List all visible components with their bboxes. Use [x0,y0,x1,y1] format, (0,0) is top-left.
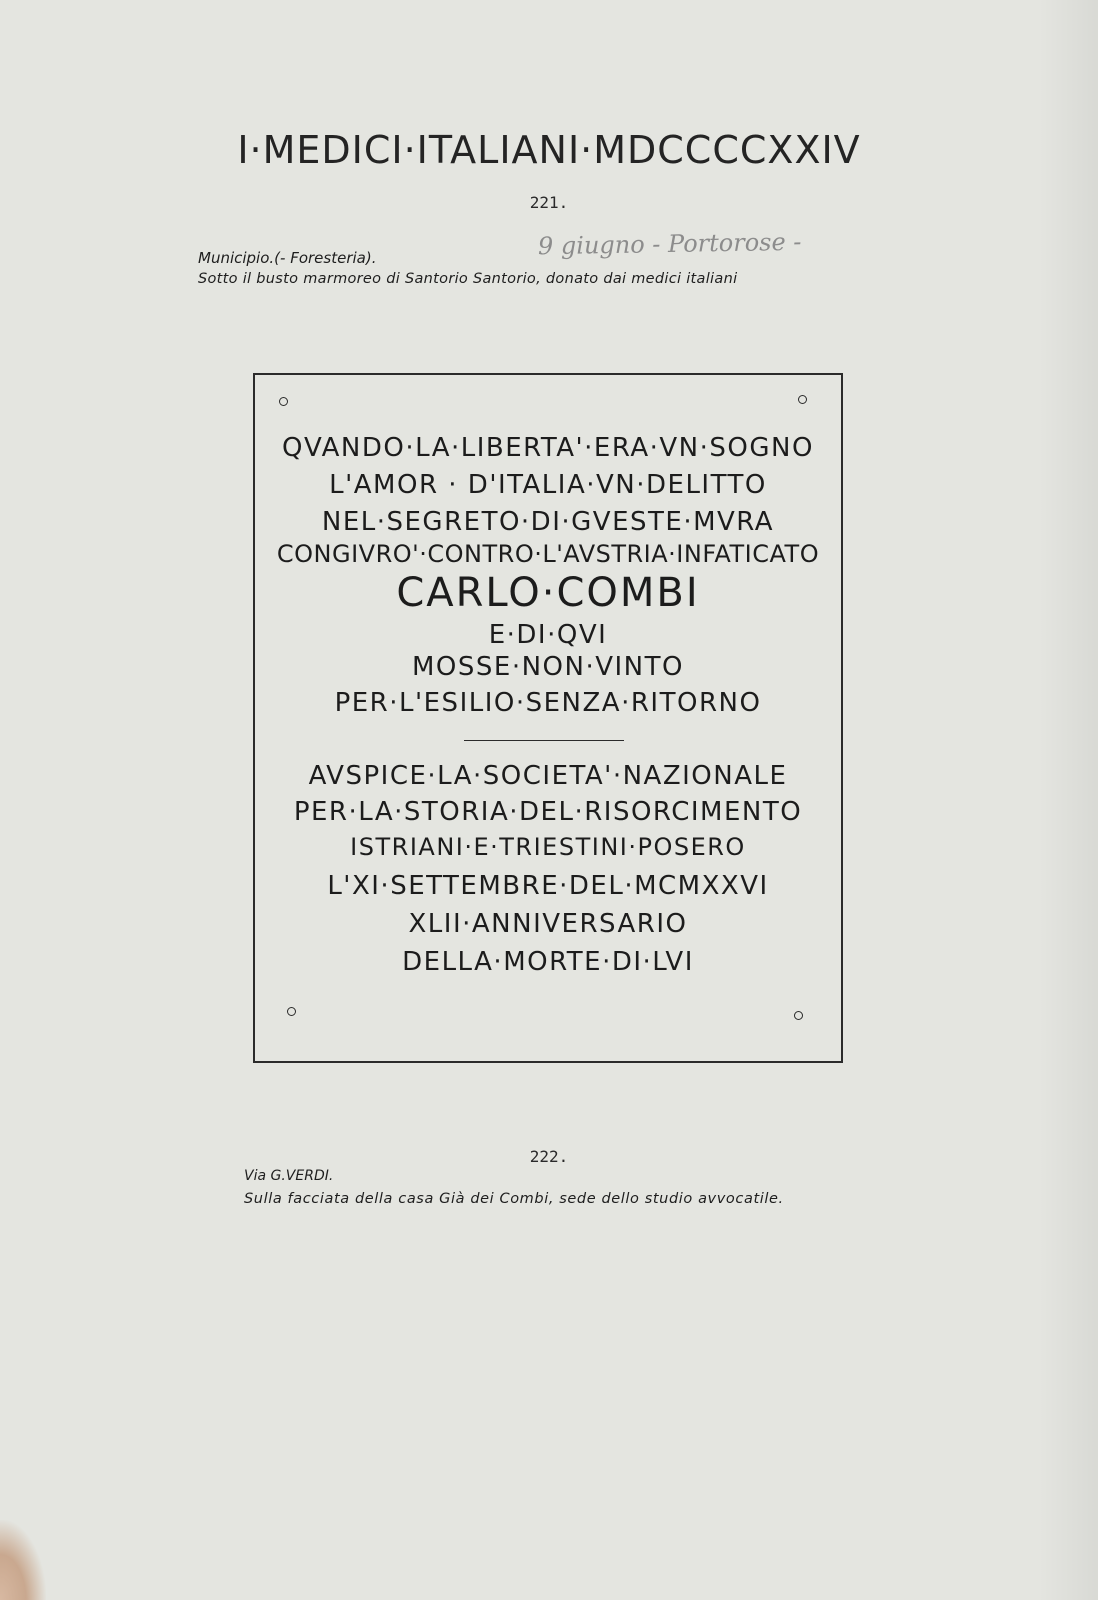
screw-bottom-right-icon [794,1011,803,1020]
inscription-line: CONGIVRO'·CONTRO·L'AVSTRIA·INFATICATO [276,540,820,568]
entry-number-221: 221. [529,193,569,212]
inscription-line: PER·LA·STORIA·DEL·RISORCIMENTO [293,797,803,827]
commemorative-plaque [253,373,843,1063]
inscription-line: E·DI·QVI [488,620,608,650]
page-edge-shadow [1038,0,1098,1600]
inscription-line: MOSSE·NON·VINTO [412,652,684,682]
inscription-divider [464,740,624,741]
inscription-line: QVANDO·LA·LIBERTA'·ERA·VN·SOGNO [282,433,814,463]
inscription-line: DELLA·MORTE·DI·LVI [402,947,694,977]
inscription-name: CARLO·COMBI [396,570,700,616]
entry-222-location: Via G.VERDI. [244,1168,334,1184]
screw-top-left-icon [279,397,288,406]
entry-number-222: 222. [529,1147,569,1166]
thumb-edge [0,1520,46,1600]
screw-bottom-left-icon [287,1007,296,1016]
inscription-line: PER·L'ESILIO·SENZA·RITORNO [334,688,762,718]
entry-221-location: Municipio.(- Foresteria). [198,249,377,267]
page-heading: I·MEDICI·ITALIANI·MDCCCCXXIV [237,128,861,172]
pencil-annotation: 9 giugno - Portorose - [537,227,802,261]
inscription-line: AVSPICE·LA·SOCIETA'·NAZIONALE [308,761,788,791]
inscription-line: XLII·ANNIVERSARIO [408,909,688,939]
entry-221-description: Sotto il busto marmoreo di Santorio Santorio, donato dai medici italiani [198,271,738,287]
inscription-line: NEL·SEGRETO·DI·GVESTE·MVRA [321,507,775,537]
inscription-line: ISTRIANI·E·TRIESTINI·POSERO [350,833,746,861]
screw-top-right-icon [798,395,807,404]
inscription-line: L'XI·SETTEMBRE·DEL·MCMXXVI [327,871,769,901]
inscription-line: L'AMOR · D'ITALIA·VN·DELITTO [329,470,767,500]
entry-222-description: Sulla facciata della casa Già dei Combi, sede dello studio avvocatile. [244,1191,784,1207]
